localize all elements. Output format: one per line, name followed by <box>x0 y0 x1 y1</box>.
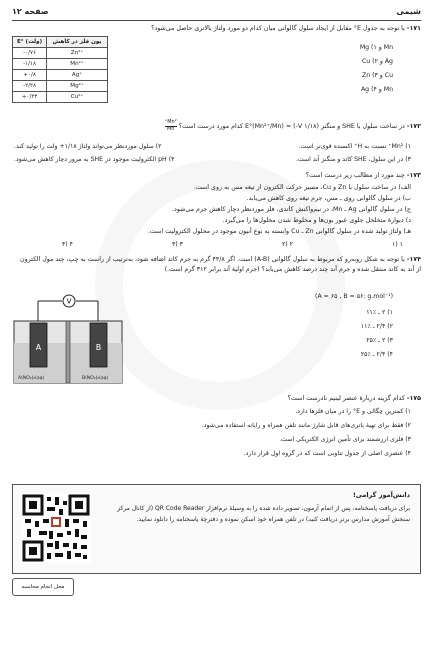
option-4[interactable]: ۴ (۴ <box>61 241 73 248</box>
question-text: با توجه به جدول E° مقابل از ایجاد سلول گالوانی میان کدام دو مورد ولتاژ بالاتری حاصل می‌شود؟ <box>151 25 405 32</box>
option-4[interactable]: ۴) عنصری اصلی از جدول تناوبی است که در گروه اول قرار دارد. <box>243 450 411 457</box>
question-number: ۱۷۵- <box>406 395 421 402</box>
statement-item: الف) در ساخت سلول با Zn و Cu، مسیر حرکت الکترون از تیغه مس به روی است. <box>193 184 411 191</box>
table-header-ion: یون فلز در کاهش <box>47 37 108 48</box>
info-text: برای دریافت پاسخنامه، پس از اتمام آزمون، تصویر داده شده را به وسیلهٔ نرم‌افزار QR Code Reader (از کانال مرکز سنجش آموزش مدارس برتر دریافت کنید) در تلفن همراه خود اسکن نموده و دفترچهٔ پاسخنامه را دانلود نمایید. <box>117 505 410 523</box>
question-text: در ساخت سلول با SHE و منگنز (V ۱/۱۸-) = E°(Mn²⁺/Mn) کدام مورد درست است؟ <box>178 123 405 130</box>
option-1[interactable]: ۱ (۱ <box>391 241 403 248</box>
option-4[interactable]: ۴) ۲/۴ ـ ٪۲۵ <box>360 351 393 358</box>
option-4[interactable]: ۴) pH الکترولیت موجود در SHE به مرور دچار کاهش می‌شود. <box>14 156 175 163</box>
statement-item: هـ) ولتاژ تولید شده در سلول گالوانی Zn ـ Cu وابسته به نوع آنیون موجود در محلول الکترولیت است. <box>147 228 411 235</box>
galvanic-cell-figure <box>10 293 128 385</box>
porous-wall <box>66 321 70 383</box>
option-3[interactable]: ۳ (۳ <box>171 241 183 248</box>
option-2[interactable]: ۲) ۲/۴ ـ ٪۱۱ <box>360 323 393 330</box>
option-2[interactable]: ۲) سلول موردنظر می‌تواند ولتاژ ۱/۱۸+ ولت را تولید کند. <box>14 143 162 150</box>
voltmeter-label: V <box>66 297 72 306</box>
solution-b-label: B(NO₃)₂(aq) <box>82 376 109 381</box>
option-3[interactable]: Cu و Zn (۳ <box>361 72 393 79</box>
question-number: ۱۷۱- <box>406 25 421 32</box>
fraction-denominator: Mn <box>166 125 175 132</box>
table-row <box>13 81 108 92</box>
question-175 <box>121 394 421 404</box>
table-cell-ion: Mg²⁺ <box>47 81 108 92</box>
question-171 <box>121 24 421 34</box>
question-number: ۱۷۳- <box>406 172 421 179</box>
table-cell-e: +۰/۸ <box>13 70 47 81</box>
option-1[interactable]: Mn و Mg (۱ <box>359 44 393 51</box>
table-cell-e: -۰/۷۶ <box>13 48 47 59</box>
question-text: با توجه به شکل روبه‌رو که مربوط به سلول گالوانی (A-B) است. اگر ۴۴/۸ گرم به جرم کاتد اضافه شود، به‌ترتیب از راست به چپ، چند مول الکترون از آند به کاتد منتقل شده و جرم آند چند درصد کاهش می‌یابد؟ (جرم اولیهٔ آند برابر ۳۱۲ گرم است.) <box>20 256 421 273</box>
calculation-area-label: محل انجام محاسبه <box>12 578 74 596</box>
table-row <box>13 70 108 81</box>
page-number: صفحه ۱۲ <box>12 7 49 16</box>
table-cell-e: -۱/۱۸ <box>13 59 47 70</box>
table-cell-ion: Ag⁺ <box>47 70 108 81</box>
statement-item: ج) در سلول گالوانی Ag ـ Mn، در نیم‌واکنش کاتدی، فلز موردنظر دچار کاهش جرم می‌شود. <box>172 206 411 213</box>
table-row <box>13 48 108 59</box>
option-4[interactable]: Mn و Ag (۴ <box>360 86 393 93</box>
solution-a-label: A(NO₃)₂(aq) <box>18 376 45 381</box>
option-3[interactable]: ۳) ۲ ـ ٪۲۵ <box>366 337 393 344</box>
table-cell-e: -۲/۳۸ <box>13 81 47 92</box>
answer-key-info-box <box>12 484 421 574</box>
info-title: دانش‌آموز گرامی! <box>352 491 410 499</box>
table-row <box>13 59 108 70</box>
question-173 <box>21 171 421 181</box>
question-174 <box>16 255 421 274</box>
table-header-e: E° (ولت) <box>13 37 47 48</box>
potential-fraction <box>165 120 177 132</box>
option-1[interactable]: ۱) Mn²⁺ نسبت به H⁺ اکسنده قوی‌تر است. <box>298 143 411 150</box>
table-cell-ion: Zn²⁺ <box>47 48 108 59</box>
table-cell-e: +۰/۳۴ <box>13 92 47 103</box>
option-2[interactable]: Ag و Cu (۲ <box>361 58 393 65</box>
electrode-b-label: B <box>95 343 102 352</box>
question-text: کدام گزینه دربارهٔ عنصر لیتیم نادرست است؟ <box>287 395 405 402</box>
option-2[interactable]: ۲ (۲ <box>281 241 293 248</box>
statement-item: د) دیوارهٔ متخلخل جلوی عبور یون‌ها و مخلوط شدن محلول‌ها را می‌گیرد. <box>222 217 411 224</box>
option-1[interactable]: ۱) ۲ ـ ٪۱۱ <box>366 309 393 316</box>
question-172 <box>21 120 421 132</box>
fraction-numerator: Mn²⁺ <box>164 119 177 125</box>
question-number: ۱۷۲- <box>406 123 421 130</box>
table-cell-ion: Mn²⁺ <box>47 59 108 70</box>
table-row <box>13 92 108 103</box>
question-number: ۱۷۴- <box>406 256 421 263</box>
voltmeter-icon <box>63 295 75 307</box>
option-3[interactable]: ۳) در این سلول، SHE کاتد و منگنز آند است. <box>295 156 411 163</box>
subject-title: شیمی <box>396 7 421 16</box>
option-1[interactable]: ۱) کمترین چگالی و E° را در میان فلزها دارد. <box>295 408 411 415</box>
statement-item: ب) در سلول گالوانی روی ـ مس، جرم تیغه روی کاهش می‌یابد. <box>246 195 411 202</box>
option-3[interactable]: ۳) فلزی ارزشمند برای تأمین انرژی الکتریکی است. <box>279 436 411 443</box>
page-header <box>12 4 421 21</box>
e-standard-table <box>12 36 108 103</box>
table-cell-ion: Cu²⁺ <box>47 92 108 103</box>
electrode-a-label: A <box>35 343 42 352</box>
molar-masses: (A = ۶۵ , B = ۵۶: g.mol⁻¹) <box>315 293 393 300</box>
qr-code-icon[interactable] <box>21 493 91 563</box>
option-2[interactable]: ۲) فقط برای تهیهٔ باتری‌های قابل شارژ مانند تلفن همراه و رایانه استفاده می‌شود. <box>201 422 411 429</box>
question-text: چند مورد از مطالب زیر درست است؟ <box>305 172 405 179</box>
